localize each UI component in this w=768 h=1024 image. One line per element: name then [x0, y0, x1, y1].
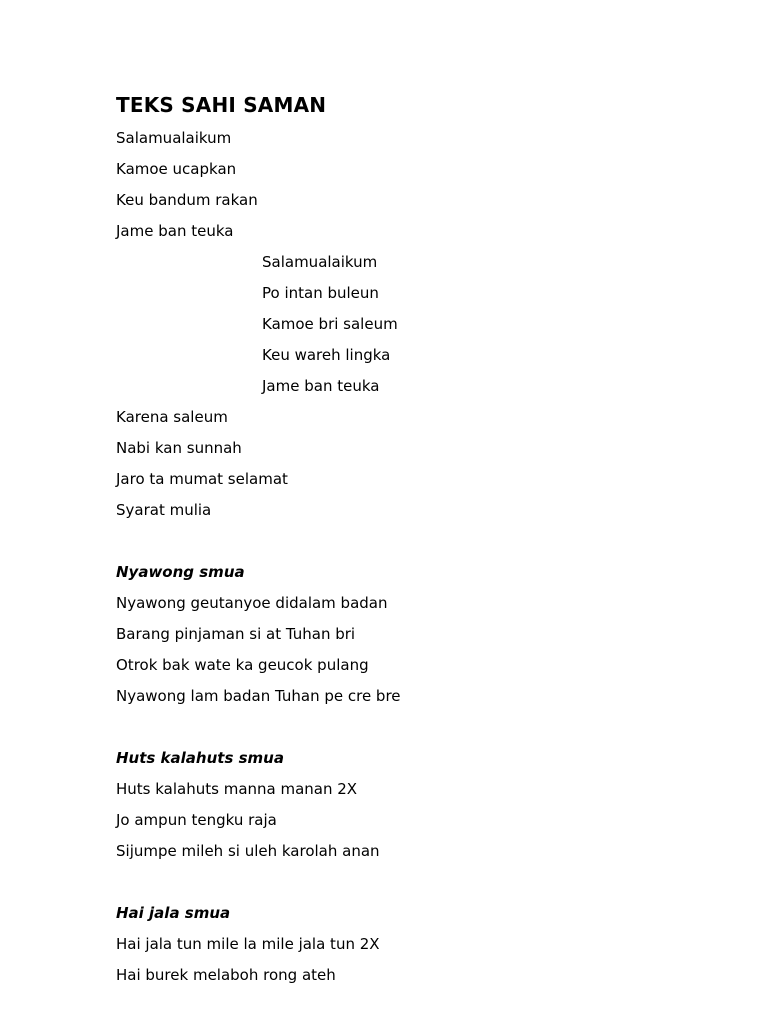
- section-heading: Huts kalahuts smua: [116, 749, 284, 767]
- lyric-line: Syarat mulia: [116, 501, 212, 519]
- section-heading: Hai jala smua: [116, 904, 231, 922]
- lyric-line-indented: Jame ban teuka: [262, 377, 380, 395]
- lyric-line-indented: Kamoe bri saleum: [262, 315, 398, 333]
- section-heading: Nyawong smua: [116, 563, 245, 581]
- lyric-line: Nyawong geutanyoe didalam badan: [116, 594, 388, 612]
- lyric-line: Jo ampun tengku raja: [116, 811, 277, 829]
- lyric-line: Jame ban teuka: [116, 222, 234, 240]
- document-title: TEKS SAHI SAMAN: [116, 93, 327, 117]
- lyric-line-indented: Po intan buleun: [262, 284, 379, 302]
- lyric-line: Otrok bak wate ka geucok pulang: [116, 656, 369, 674]
- lyric-line: Sijumpe mileh si uleh karolah anan: [116, 842, 380, 860]
- lyric-line: Nyawong lam badan Tuhan pe cre bre: [116, 687, 401, 705]
- lyric-line: Keu bandum rakan: [116, 191, 258, 209]
- lyric-line-indented: Salamualaikum: [262, 253, 378, 271]
- lyric-line: Hai burek melaboh rong ateh: [116, 966, 336, 984]
- lyric-line: Nabi kan sunnah: [116, 439, 242, 457]
- lyric-line: Karena saleum: [116, 408, 228, 426]
- lyric-line: Barang pinjaman si at Tuhan bri: [116, 625, 356, 643]
- lyric-line: Salamualaikum: [116, 129, 232, 147]
- lyric-line: Huts kalahuts manna manan 2X: [116, 780, 358, 798]
- lyric-line: Kamoe ucapkan: [116, 160, 237, 178]
- lyric-line: Jaro ta mumat selamat: [116, 470, 288, 488]
- lyric-line-indented: Keu wareh lingka: [262, 346, 391, 364]
- lyric-line: Hai jala tun mile la mile jala tun 2X: [116, 935, 380, 953]
